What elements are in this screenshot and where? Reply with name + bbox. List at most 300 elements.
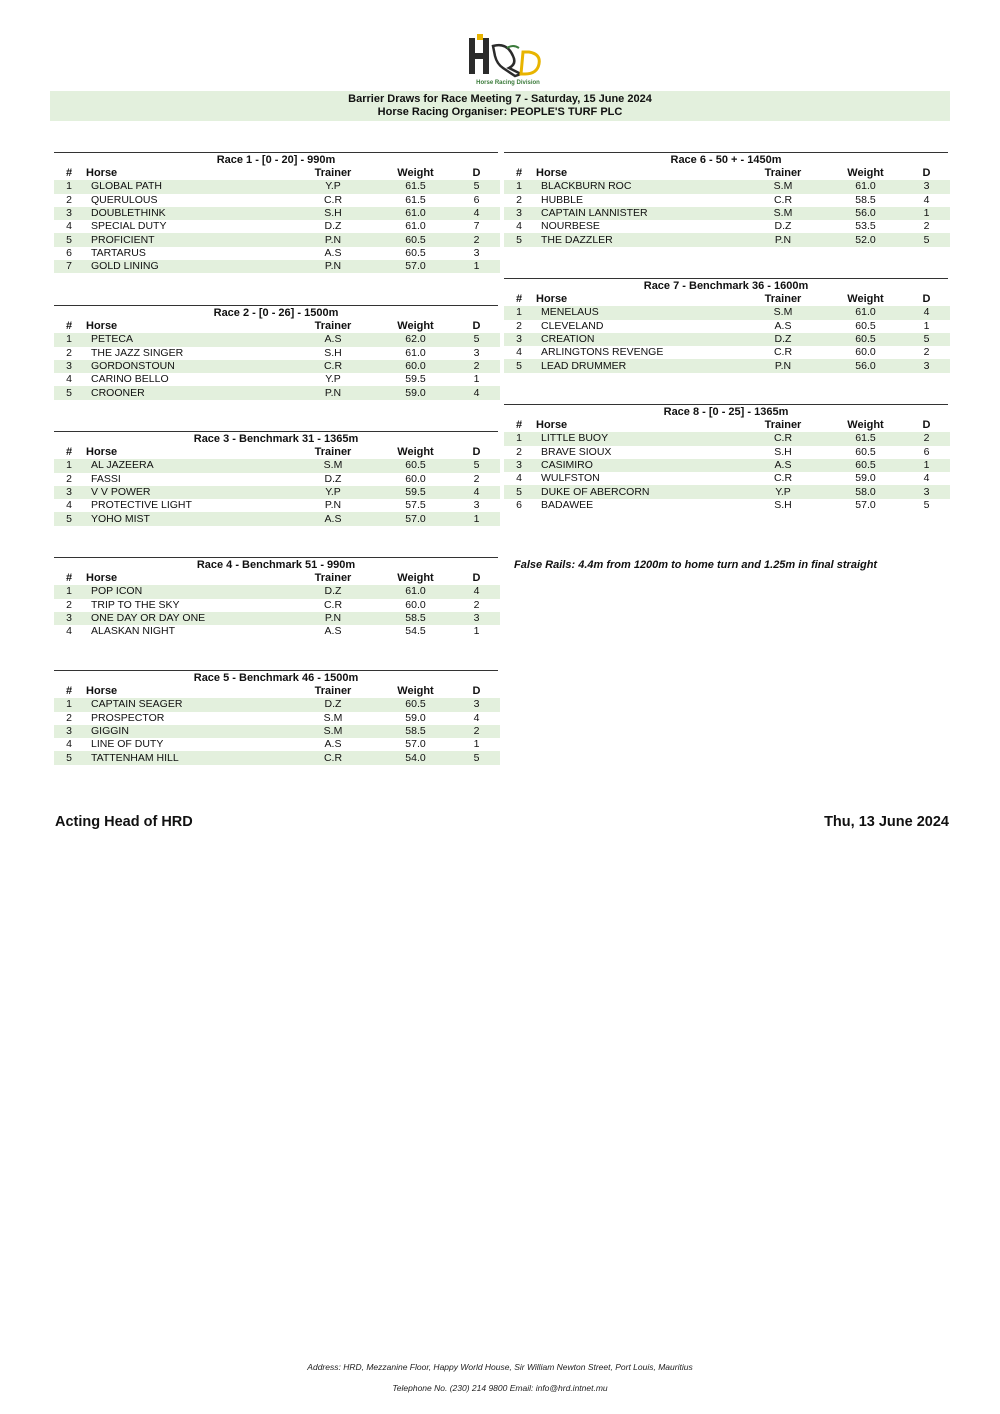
cell-weight: 58.0 <box>828 485 903 498</box>
cell-draw: 2 <box>453 725 500 738</box>
cell-draw: 3 <box>473 246 480 259</box>
cell-horse: THE JAZZ SINGER <box>91 346 184 359</box>
race-title: Race 1 - [0 - 20] - 990m <box>54 152 498 167</box>
cell-trainer: P.N <box>288 612 378 625</box>
column-header-weight: Weight <box>397 167 434 180</box>
column-header-horse: Horse <box>86 572 118 585</box>
cell-horse: CROONER <box>84 386 288 399</box>
cell-weight: 59.0 <box>405 711 426 724</box>
cell-weight: 57.0 <box>855 498 876 511</box>
cell-draw: 7 <box>473 220 480 233</box>
cell-draw: 2 <box>903 432 950 445</box>
cell-horse: DOUBLETHINK <box>84 207 288 220</box>
cell-trainer: S.H <box>324 346 342 359</box>
cell-draw: 5 <box>903 333 950 346</box>
column-header-num: # <box>65 572 73 585</box>
signature-date: Thu, 13 June 2024 <box>824 814 949 830</box>
column-header-draw: D <box>472 446 481 459</box>
cell-trainer: P.N <box>288 260 378 273</box>
cell-trainer: P.N <box>288 386 378 399</box>
cell-trainer: C.R <box>288 751 378 764</box>
table-header-row <box>54 167 500 180</box>
cell-weight: 54.5 <box>405 625 426 638</box>
cell-draw: 3 <box>903 180 950 193</box>
table-row <box>54 612 500 625</box>
cell-trainer: C.R <box>288 360 378 373</box>
cell-num: 3 <box>504 207 534 220</box>
cell-horse: HUBBLE <box>541 193 584 206</box>
cell-trainer: S.M <box>738 180 828 193</box>
table-header-row <box>54 685 500 698</box>
table-header-row <box>504 167 950 180</box>
column-header-trainer: Trainer <box>314 167 352 180</box>
table-row <box>504 472 950 485</box>
table-row <box>54 247 500 260</box>
cell-horse: V V POWER <box>84 486 288 499</box>
table-row <box>54 585 500 598</box>
cell-draw: 3 <box>903 485 950 498</box>
cell-num: 6 <box>66 246 72 259</box>
cell-draw: 1 <box>923 319 930 332</box>
cell-num: 5 <box>54 512 84 525</box>
footer-address: Address: HRD, Mezzanine Floor, Happy World House, Sir William Newton Street, Port Louis, Mauritius <box>307 1362 693 1372</box>
cell-num: 3 <box>54 486 84 499</box>
cell-horse: POP ICON <box>84 585 288 598</box>
cell-horse: ALASKAN NIGHT <box>91 625 176 638</box>
organiser-line: Horse Racing Organiser: PEOPLE'S TURF PLC <box>377 106 623 118</box>
cell-draw: 5 <box>453 333 500 346</box>
column-header-horse: Horse <box>536 419 568 432</box>
cell-weight: 60.5 <box>405 246 426 259</box>
cell-draw: 2 <box>923 220 930 233</box>
cell-horse: BADAWEE <box>541 498 594 511</box>
cell-trainer: A.S <box>324 246 342 259</box>
table-row <box>54 698 500 711</box>
cell-draw: 2 <box>473 598 480 611</box>
column-header-horse: Horse <box>86 167 118 180</box>
column-header-weight: Weight <box>847 167 884 180</box>
cell-weight: 61.5 <box>378 180 453 193</box>
column-header-draw: D <box>472 572 481 585</box>
table-row <box>54 712 500 725</box>
cell-draw: 1 <box>903 459 950 472</box>
race-5-table <box>54 670 498 765</box>
cell-weight: 59.5 <box>405 373 426 386</box>
cell-draw: 4 <box>453 386 500 399</box>
race-1-table <box>54 152 498 273</box>
column-header-num: # <box>65 320 73 333</box>
cell-horse: PROTECTIVE LIGHT <box>91 499 192 512</box>
cell-trainer: S.M <box>288 725 378 738</box>
cell-weight: 60.5 <box>378 698 453 711</box>
column-header-weight: Weight <box>397 685 434 698</box>
cell-num: 3 <box>504 333 534 346</box>
cell-horse: QUERULOUS <box>91 193 158 206</box>
cell-weight: 60.5 <box>855 445 876 458</box>
cell-draw: 2 <box>453 360 500 373</box>
table-row <box>54 220 500 233</box>
meeting-title: Barrier Draws for Race Meeting 7 - Saturday, 15 June 2024 <box>348 93 652 105</box>
table-row <box>54 625 500 638</box>
column-header-draw: D <box>922 293 931 306</box>
column-header-draw: D <box>472 167 481 180</box>
column-header-draw: D <box>922 167 931 180</box>
cell-trainer: S.M <box>738 306 828 319</box>
race-6-table <box>504 152 948 247</box>
cell-num: 7 <box>54 260 84 273</box>
cell-weight: 57.0 <box>405 738 426 751</box>
cell-draw: 3 <box>453 698 500 711</box>
table-row <box>54 180 500 193</box>
cell-draw: 5 <box>903 233 950 246</box>
cell-weight: 61.0 <box>828 306 903 319</box>
cell-trainer: Y.P <box>738 485 828 498</box>
cell-num: 2 <box>516 445 522 458</box>
table-row <box>54 459 500 472</box>
cell-num: 3 <box>54 725 84 738</box>
cell-horse: PROSPECTOR <box>91 711 165 724</box>
false-rails-note: False Rails: 4.4m from 1200m to home turn and 1.25m in final straight <box>514 559 878 571</box>
cell-draw: 2 <box>473 472 480 485</box>
cell-draw: 1 <box>473 373 480 386</box>
cell-horse: SPECIAL DUTY <box>91 220 167 233</box>
cell-draw: 1 <box>473 625 480 638</box>
cell-trainer: C.R <box>738 432 828 445</box>
cell-weight: 56.0 <box>828 207 903 220</box>
cell-num: 4 <box>66 738 72 751</box>
cell-weight: 61.5 <box>828 432 903 445</box>
cell-trainer: Y.P <box>288 180 378 193</box>
table-row <box>504 194 950 207</box>
cell-num: 3 <box>54 360 84 373</box>
cell-draw: 4 <box>903 306 950 319</box>
cell-num: 3 <box>54 612 84 625</box>
cell-trainer: S.M <box>323 711 343 724</box>
cell-horse: CASIMIRO <box>534 459 738 472</box>
cell-num: 5 <box>504 359 534 372</box>
cell-num: 2 <box>66 598 72 611</box>
column-header-weight: Weight <box>847 293 884 306</box>
cell-draw: 3 <box>903 359 950 372</box>
cell-horse: GIGGIN <box>84 725 288 738</box>
cell-draw: 3 <box>473 346 480 359</box>
cell-horse: GLOBAL PATH <box>84 180 288 193</box>
cell-trainer: S.H <box>288 207 378 220</box>
cell-horse: LEAD DRUMMER <box>534 359 738 372</box>
cell-trainer: C.R <box>773 346 793 359</box>
column-header-trainer: Trainer <box>314 320 352 333</box>
cell-horse: CREATION <box>534 333 738 346</box>
table-row <box>504 320 950 333</box>
cell-num: 4 <box>516 346 522 359</box>
cell-horse: LITTLE BUOY <box>534 432 738 445</box>
column-header-trainer: Trainer <box>314 572 352 585</box>
race-title: Race 8 - [0 - 25] - 1365m <box>504 404 948 419</box>
column-header-weight: Weight <box>847 419 884 432</box>
logo-caption: Horse Racing Division <box>476 80 540 86</box>
cell-horse: PROFICIENT <box>84 233 288 246</box>
cell-trainer: P.N <box>738 359 828 372</box>
cell-horse: CAPTAIN LANNISTER <box>534 207 738 220</box>
cell-trainer: A.S <box>774 319 792 332</box>
cell-weight: 60.5 <box>828 333 903 346</box>
table-header-row <box>54 446 500 459</box>
cell-weight: 59.0 <box>855 472 876 485</box>
cell-trainer: S.H <box>774 498 792 511</box>
column-header-trainer: Trainer <box>314 685 352 698</box>
cell-weight: 60.0 <box>405 598 426 611</box>
cell-weight: 59.5 <box>378 486 453 499</box>
column-header-trainer: Trainer <box>314 446 352 459</box>
cell-trainer: S.M <box>288 459 378 472</box>
race-title: Race 7 - Benchmark 36 - 1600m <box>504 278 948 293</box>
cell-weight: 58.5 <box>855 193 876 206</box>
table-header-row <box>54 572 500 585</box>
cell-draw: 3 <box>453 612 500 625</box>
cell-horse: GORDONSTOUN <box>84 360 288 373</box>
cell-weight: 53.5 <box>855 220 876 233</box>
cell-num: 5 <box>504 485 534 498</box>
cell-draw: 4 <box>453 207 500 220</box>
cell-horse: ONE DAY OR DAY ONE <box>84 612 288 625</box>
cell-horse: FASSI <box>91 472 121 485</box>
cell-horse: PETECA <box>84 333 288 346</box>
column-header-weight: Weight <box>397 320 434 333</box>
column-header-weight: Weight <box>397 446 434 459</box>
race-title: Race 5 - Benchmark 46 - 1500m <box>54 670 498 685</box>
table-row <box>54 386 500 399</box>
cell-num: 5 <box>54 233 84 246</box>
cell-num: 1 <box>504 180 534 193</box>
cell-trainer: D.Z <box>288 698 378 711</box>
cell-num: 5 <box>504 233 534 246</box>
cell-horse: LINE OF DUTY <box>91 738 164 751</box>
cell-draw: 1 <box>903 207 950 220</box>
cell-num: 2 <box>66 472 72 485</box>
table-header-row <box>504 419 950 432</box>
cell-num: 4 <box>66 499 72 512</box>
header-banner <box>50 91 950 121</box>
cell-num: 3 <box>504 459 534 472</box>
footer-contact: Telephone No. (230) 214 9800 Email: info@hrd.intnet.mu <box>392 1383 608 1393</box>
column-header-num: # <box>515 167 523 180</box>
cell-trainer: P.N <box>738 233 828 246</box>
column-header-weight: Weight <box>397 572 434 585</box>
column-header-trainer: Trainer <box>764 419 802 432</box>
table-row <box>504 432 950 445</box>
column-header-num: # <box>65 167 73 180</box>
cell-num: 1 <box>54 333 84 346</box>
table-row <box>54 486 500 499</box>
cell-horse: TRIP TO THE SKY <box>91 598 180 611</box>
cell-horse: WULFSTON <box>541 472 600 485</box>
cell-trainer: D.Z <box>288 585 378 598</box>
cell-horse: BRAVE SIOUX <box>541 445 612 458</box>
cell-weight: 60.5 <box>855 319 876 332</box>
cell-trainer: S.M <box>738 207 828 220</box>
race-2-table <box>54 305 498 400</box>
cell-num: 4 <box>66 625 72 638</box>
cell-weight: 52.0 <box>828 233 903 246</box>
cell-num: 6 <box>516 498 522 511</box>
cell-draw: 4 <box>453 585 500 598</box>
table-row <box>504 485 950 498</box>
cell-weight: 57.5 <box>405 499 426 512</box>
cell-weight: 60.0 <box>855 346 876 359</box>
race-4-table <box>54 557 498 638</box>
column-header-draw: D <box>922 419 931 432</box>
table-row <box>504 346 950 359</box>
cell-num: 1 <box>504 306 534 319</box>
cell-num: 1 <box>54 585 84 598</box>
cell-trainer: P.N <box>324 499 342 512</box>
cell-trainer: C.R <box>773 193 793 206</box>
cell-horse: CARINO BELLO <box>91 373 169 386</box>
cell-trainer: A.S <box>324 625 342 638</box>
column-header-draw: D <box>472 320 481 333</box>
cell-num: 3 <box>54 207 84 220</box>
column-header-horse: Horse <box>86 446 118 459</box>
race-title: Race 6 - 50 + - 1450m <box>504 152 948 167</box>
race-title: Race 4 - Benchmark 51 - 990m <box>54 557 498 572</box>
cell-trainer: D.Z <box>324 220 342 233</box>
cell-draw: 3 <box>473 499 480 512</box>
cell-draw: 5 <box>453 180 500 193</box>
cell-horse: MENELAUS <box>534 306 738 319</box>
cell-weight: 54.0 <box>378 751 453 764</box>
cell-draw: 2 <box>453 233 500 246</box>
column-header-num: # <box>515 419 523 432</box>
column-header-trainer: Trainer <box>764 293 802 306</box>
cell-weight: 56.0 <box>828 359 903 372</box>
cell-trainer: C.R <box>323 598 343 611</box>
column-header-horse: Horse <box>86 320 118 333</box>
cell-weight: 59.0 <box>378 386 453 399</box>
cell-num: 5 <box>54 751 84 764</box>
table-row <box>504 207 950 220</box>
column-header-draw: D <box>472 685 481 698</box>
table-row <box>504 459 950 472</box>
table-row <box>54 360 500 373</box>
column-header-horse: Horse <box>536 293 568 306</box>
cell-horse: GOLD LINING <box>84 260 288 273</box>
table-row <box>54 347 500 360</box>
cell-num: 1 <box>54 698 84 711</box>
cell-draw: 1 <box>453 512 500 525</box>
cell-weight: 61.5 <box>405 193 426 206</box>
table-row <box>54 499 500 512</box>
table-row <box>54 473 500 486</box>
cell-draw: 4 <box>473 711 480 724</box>
cell-trainer: D.Z <box>738 333 828 346</box>
race-title: Race 3 - Benchmark 31 - 1365m <box>54 431 498 446</box>
cell-trainer: S.H <box>774 445 792 458</box>
cell-num: 1 <box>504 432 534 445</box>
cell-horse: TARTARUS <box>91 246 146 259</box>
table-row <box>504 233 950 246</box>
table-row <box>504 446 950 459</box>
cell-horse: CLEVELAND <box>541 319 604 332</box>
cell-horse: ARLINGTONS REVENGE <box>541 346 664 359</box>
race-title: Race 2 - [0 - 26] - 1500m <box>54 305 498 320</box>
cell-horse: NOURBESE <box>541 220 600 233</box>
cell-draw: 6 <box>923 445 930 458</box>
table-row <box>504 220 950 233</box>
table-row <box>504 306 950 319</box>
cell-weight: 60.0 <box>378 360 453 373</box>
cell-num: 1 <box>54 459 84 472</box>
cell-draw: 5 <box>453 751 500 764</box>
table-row <box>504 359 950 372</box>
table-row <box>54 512 500 525</box>
cell-num: 2 <box>66 711 72 724</box>
cell-draw: 5 <box>923 498 930 511</box>
column-header-horse: Horse <box>86 685 118 698</box>
cell-draw: 4 <box>453 486 500 499</box>
cell-weight: 61.0 <box>828 180 903 193</box>
cell-trainer: Y.P <box>288 486 378 499</box>
race-3-table <box>54 431 498 526</box>
cell-trainer: A.S <box>288 512 378 525</box>
cell-weight: 61.0 <box>405 220 426 233</box>
cell-horse: BLACKBURN ROC <box>534 180 738 193</box>
table-header-row <box>504 293 950 306</box>
cell-weight: 60.5 <box>378 233 453 246</box>
cell-trainer: C.R <box>773 472 793 485</box>
cell-draw: 5 <box>453 459 500 472</box>
table-row <box>54 333 500 346</box>
cell-weight: 57.0 <box>378 260 453 273</box>
cell-horse: THE DAZZLER <box>534 233 738 246</box>
cell-weight: 60.0 <box>405 472 426 485</box>
cell-trainer: D.Z <box>774 220 792 233</box>
cell-num: 4 <box>516 220 522 233</box>
cell-draw: 1 <box>473 738 480 751</box>
table-row <box>504 499 950 512</box>
cell-draw: 4 <box>923 472 930 485</box>
cell-trainer: A.S <box>738 459 828 472</box>
cell-num: 5 <box>54 386 84 399</box>
table-row <box>54 373 500 386</box>
table-header-row <box>54 320 500 333</box>
cell-weight: 58.5 <box>378 725 453 738</box>
cell-horse: CAPTAIN SEAGER <box>84 698 288 711</box>
cell-trainer: C.R <box>323 193 343 206</box>
table-row <box>504 180 950 193</box>
cell-trainer: A.S <box>288 333 378 346</box>
cell-horse: YOHO MIST <box>84 512 288 525</box>
cell-draw: 6 <box>473 193 480 206</box>
cell-weight: 61.0 <box>378 585 453 598</box>
cell-num: 1 <box>54 180 84 193</box>
cell-num: 4 <box>66 220 72 233</box>
column-header-num: # <box>65 685 73 698</box>
table-row <box>54 260 500 273</box>
cell-weight: 58.5 <box>378 612 453 625</box>
race-8-table <box>504 404 948 512</box>
table-row <box>54 751 500 764</box>
column-header-horse: Horse <box>536 167 568 180</box>
cell-weight: 62.0 <box>378 333 453 346</box>
cell-num: 2 <box>66 193 72 206</box>
table-row <box>54 599 500 612</box>
cell-draw: 4 <box>923 193 930 206</box>
cell-trainer: A.S <box>324 738 342 751</box>
cell-num: 2 <box>66 346 72 359</box>
cell-weight: 60.5 <box>378 459 453 472</box>
cell-num: 4 <box>66 373 72 386</box>
table-row <box>54 194 500 207</box>
